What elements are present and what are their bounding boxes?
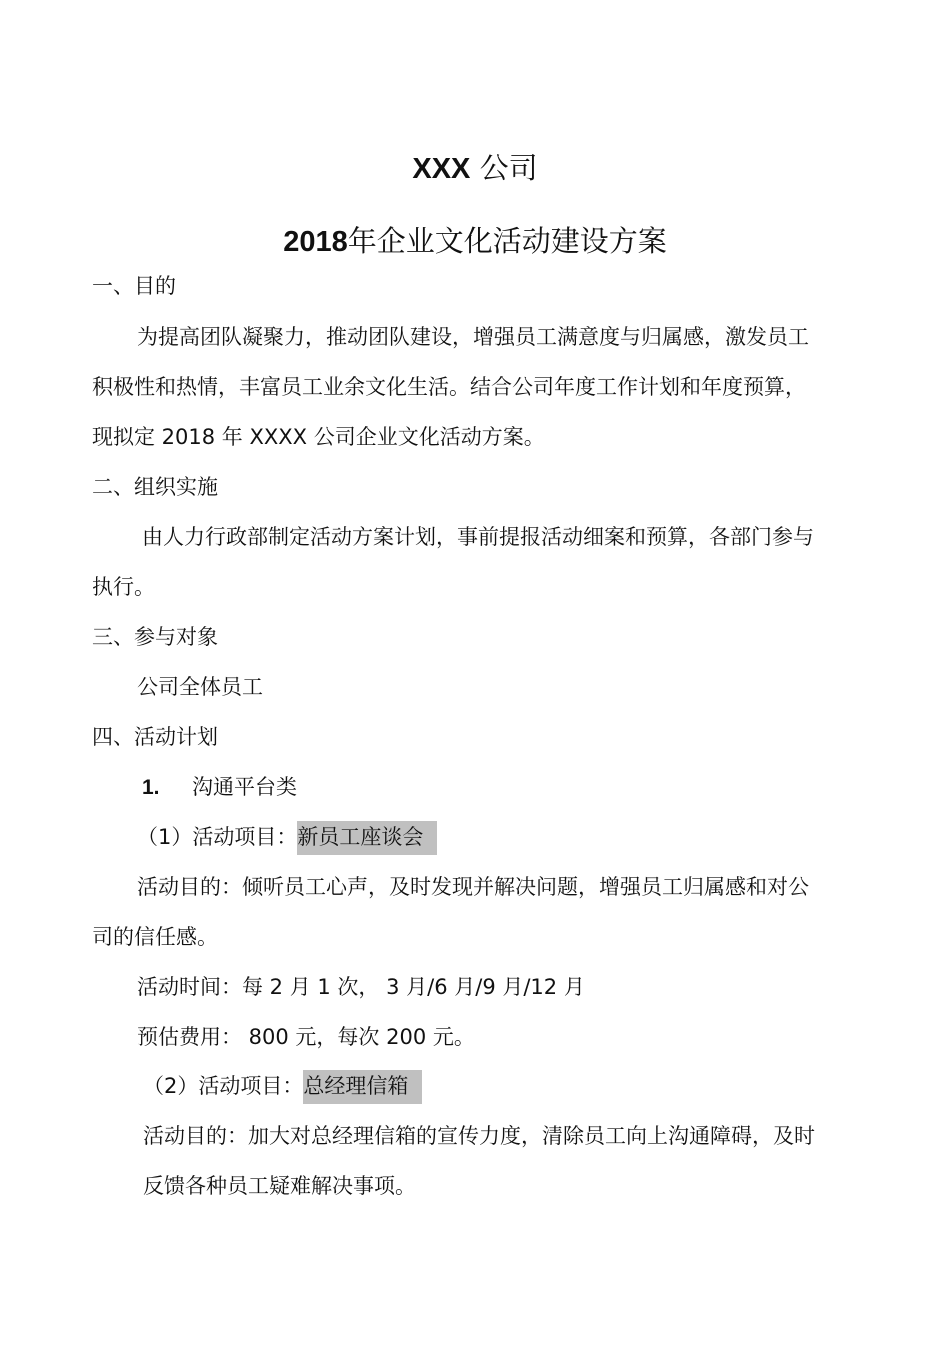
category-number <box>142 772 160 803</box>
paragraph-line: 司的信任感。 <box>92 925 218 949</box>
paragraph-line: 积极性和热情，丰富员工业余文化生活。结合公司年度工作计划和年度预算， <box>92 375 806 399</box>
section-heading-participants: 三、参与对象 <box>92 625 218 649</box>
plan-title-text: 年企业文化活动建设方案 <box>347 224 667 258</box>
activity-item-name: 新员工座谈会 <box>297 821 437 855</box>
section-heading-purpose: 一、目的 <box>92 274 176 298</box>
paragraph-line: 公司全体员工 <box>137 675 263 699</box>
company-code: XXX <box>412 153 471 185</box>
plan-year: 2018 <box>283 226 348 258</box>
paragraph-line: 活动目的：倾听员工心声，及时发现并解决问题，增强员工归属感和对公 <box>137 875 809 899</box>
plan-title <box>0 221 950 262</box>
section-heading-organization: 二、组织实施 <box>92 475 218 499</box>
activity-time: 活动时间：每 2 月 1 次， 3 月/6 月/9 月/12 月 <box>137 975 585 999</box>
activity-item-prefix: （2）活动项目： <box>143 1074 304 1098</box>
paragraph-line: 为提高团队凝聚力，推动团队建设，增强员工满意度与归属感，激发员工 <box>137 325 809 349</box>
paragraph-line: 由人力行政部制定活动方案计划，事前提报活动细案和预算，各部门参与 <box>142 525 814 549</box>
paragraph-line: 执行。 <box>92 575 155 599</box>
paragraph-line: 反馈各种员工疑难解决事项。 <box>143 1174 416 1198</box>
paragraph-line: 现拟定 2018 年 XXXX 公司企业文化活动方案。 <box>92 425 545 449</box>
category-index: 1. <box>142 776 160 799</box>
category-label: 沟通平台类 <box>192 775 297 799</box>
activity-item-line <box>137 822 437 852</box>
activity-item-prefix: （1）活动项目： <box>137 825 298 849</box>
paragraph-line: 活动目的：加大对总经理信箱的宣传力度，清除员工向上沟通障碍，及时 <box>143 1124 815 1148</box>
activity-item-line <box>143 1071 422 1101</box>
company-word: 公司 <box>479 151 538 185</box>
company-title <box>0 148 950 189</box>
activity-item-name: 总经理信箱 <box>303 1070 422 1104</box>
section-heading-activity-plan: 四、活动计划 <box>92 725 218 749</box>
activity-cost: 预估费用： 800 元，每次 200 元。 <box>137 1025 475 1049</box>
